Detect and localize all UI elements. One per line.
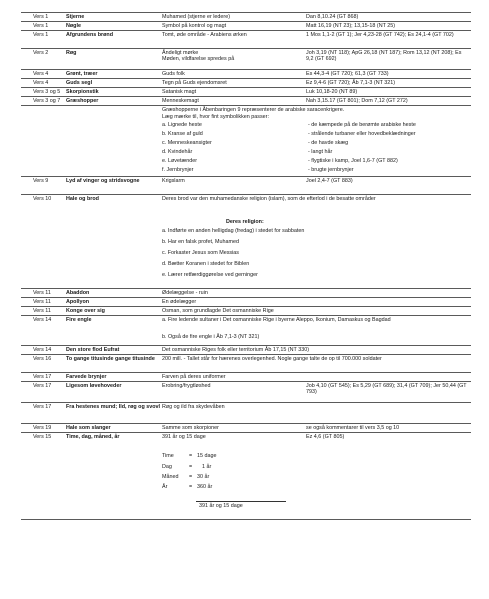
vers-cell: Vers 4 [33, 70, 49, 77]
sum-line [196, 501, 286, 502]
symbol-cell: Stjerne [66, 13, 85, 20]
symbol-cell: Den store flod Eufrat [66, 346, 120, 353]
meaning-cell: a. Fire ledende sultaner i Det osmanniske Rige i byerne Aleppo, Ikonium, Damaskus og Bagdad [162, 316, 391, 323]
meaning-cell: Tomt, øde område - Arabiens ørken [162, 31, 247, 38]
calc-value: 1 år [202, 464, 212, 470]
symbol-table [21, 12, 471, 520]
meaning-cell: Røg og ild fra skydevåben [162, 403, 225, 410]
meaning-cell: Åndeligt mørke Møden, vildfarelse spredes på [162, 49, 235, 62]
vers-cell: Vers 15 [33, 433, 52, 440]
table-row [21, 298, 471, 307]
reference-cell: 1 Mos 1,1-2 (GT 1); Jer 4,23-28 (GT 742); Es 24,1-4 (GT 702) [306, 31, 454, 38]
vers-cell: Vers 14 [33, 346, 52, 353]
symbol-cell: Ligesom løvehoveder [66, 382, 122, 389]
reference-cell: Nah 3,15.17 (GT 801); Dom 7,12 (GT 272) [306, 97, 408, 104]
table-row [21, 12, 471, 22]
list-item: a. Lignede heste [162, 122, 202, 128]
locust-intro: Græshopperne i Åbenbaringen 9 repræsenterer de arabiske saracenkrigere. [162, 107, 345, 113]
vers-cell: Vers 17 [33, 373, 52, 380]
calc-value: 15 dage [197, 453, 217, 459]
vers-cell: Vers 17 [33, 403, 52, 410]
meaning-cell: Ødelæggelse - ruin [162, 289, 208, 296]
symbol-cell: Abaddon [66, 289, 90, 296]
meaning-cell: Satanisk magt [162, 88, 197, 95]
meaning-cell: En ødelægger [162, 298, 197, 305]
table-row [21, 49, 471, 70]
meaning-cell: Menneskemagt [162, 97, 199, 104]
list-item: - strålende turbaner eller hovedbeklædninger [308, 131, 416, 137]
list-item: - brugte jernbrynjer [308, 167, 354, 173]
meaning-cell: b. Også de fire engle i Åb 7,1-3 (NT 321) [162, 334, 260, 340]
symbol-cell: Konge over sig [66, 307, 105, 314]
calc-equals: = [189, 453, 193, 459]
list-item: d. Bætter Koranen i stedet for Biblen [162, 261, 250, 267]
table-row [21, 403, 471, 424]
symbol-cell: To gange titusinde gange titusinde [66, 355, 155, 362]
meaning-cell: Guds folk [162, 70, 185, 77]
reference-cell: Ez 9,4-6 (GT 720); Åb 7,1-3 (NT 321) [306, 79, 396, 86]
vers-cell: Vers 10 [33, 195, 52, 202]
list-item: - flygtiske i kamp, Joel 1,6-7 (GT 882) [308, 158, 398, 164]
locust-note: Læg mærke til, hvor fint symbolikken passer: [162, 113, 269, 120]
symbol-cell: Røg [66, 49, 77, 56]
table-row [21, 31, 471, 49]
calc-total: 391 år og 15 dage [199, 503, 243, 509]
symbol-cell: Hale som slanger [66, 424, 111, 431]
locust-symbolism-block [21, 106, 471, 177]
table-row [21, 88, 471, 97]
calc-value: 30 år [197, 474, 210, 480]
calc-label: Dag [162, 464, 172, 470]
table-row [21, 373, 471, 382]
list-item: c. Menneskeansigter [162, 140, 212, 146]
symbol-cell: Fra hestenes mund; Ild, røg og svovl [66, 403, 161, 410]
calc-equals: = [189, 464, 193, 470]
reference-cell: Job 4,10 (GT 545); Es 5,29 (GT 689); 31,4 (GT 709); Jer 50,44 (GT 793) [306, 382, 467, 395]
list-item: b. Kranse af guld [162, 131, 203, 137]
meaning-cell: Samme som skorpioner [162, 424, 219, 431]
calc-label: Måned [162, 474, 179, 480]
list-item: - de havde skæg [308, 140, 349, 146]
calc-label: År [162, 484, 168, 490]
vers-cell: Vers 4 [33, 79, 49, 86]
meaning-cell: Osman, som grundlagde Det osmanniske Rige [162, 307, 274, 314]
locust-comparison-list [162, 122, 468, 176]
list-item: d. Kvindehår [162, 149, 193, 155]
calc-equals: = [189, 484, 193, 490]
symbol-cell: Nøgle [66, 22, 81, 29]
vers-cell: Vers 16 [33, 355, 52, 362]
vers-cell: Vers 2 [33, 49, 49, 56]
symbol-cell: Hale og brod [66, 195, 99, 202]
time-calculation [162, 453, 312, 498]
meaning-cell: Symbol på kontrol og magt [162, 22, 227, 29]
reference-cell: se også kommentarer til vers 3,5 og 10 [306, 424, 400, 431]
reference-cell: Joh 3,19 (NT 118); ApG 26,18 (NT 187); Rom 13,12 (NT 208); Es 9,2 (GT 692) [306, 49, 462, 62]
symbol-cell: Grønt, træer [66, 70, 98, 77]
vers-cell: Vers 1 [33, 22, 49, 29]
symbol-cell: Time, dag, måned, år [66, 433, 120, 440]
calc-equals: = [189, 474, 193, 480]
reference-cell: Ez 4,6 (GT 805) [306, 433, 345, 440]
table-row [21, 22, 471, 31]
table-row [21, 195, 471, 289]
meaning-cell: Farven på deres uniformer [162, 373, 226, 380]
list-item: e. Løvetænder [162, 158, 198, 164]
list-item: - de kæmpede på de berømte arabiske heste [308, 122, 416, 128]
meaning-cell: Muhamed (stjerne er ledere) [162, 13, 231, 20]
vers-cell: Vers 11 [33, 298, 51, 305]
symbol-cell: Apollyon [66, 298, 90, 305]
vers-cell: Vers 11 [33, 307, 51, 314]
vers-cell: Vers 1 [33, 31, 49, 38]
vers-cell: Vers 3 og 5 [33, 88, 61, 95]
meaning-cell: Deres brod var den muhamedanske religion (islam), som de efterlod i de besatte områder [162, 195, 376, 202]
symbol-cell: Lyd af vinger og stridsvogne [66, 177, 140, 184]
table-row [21, 307, 471, 316]
table-row [21, 70, 471, 79]
symbol-cell: Fire engle [66, 316, 92, 323]
table-row [21, 177, 471, 195]
table-row [21, 424, 471, 433]
table-row [21, 433, 471, 520]
meaning-cell: 391 år og 15 dage [162, 433, 206, 440]
meaning-cell: Krigslarm [162, 177, 185, 184]
symbol-cell: Afgrundens brønd [66, 31, 114, 38]
table-row [21, 382, 471, 403]
reference-cell: Matt 16,19 (NT 23); 13,15-18 (NT 25) [306, 22, 396, 29]
list-item: e. Lærer retfærdiggørelse ved gerninger [162, 272, 258, 278]
vers-cell: Vers 17 [33, 382, 52, 389]
symbol-cell: Græshopper [66, 97, 99, 104]
table-row [21, 355, 471, 373]
table-row [21, 97, 471, 106]
meaning-cell: Det osmanniske Riges folk eller territorium Åb 17,15 (NT 330) [162, 346, 310, 353]
list-item: c. Forkaster Jesus som Messias [162, 250, 239, 256]
reference-cell: Joel 2,4-7 (GT 883) [306, 177, 353, 184]
symbol-cell: Skorpionstik [66, 88, 99, 95]
table-row [21, 289, 471, 298]
meaning-cell: Tegn på Guds ejendomsret [162, 79, 227, 86]
reference-cell: Es 44,3-4 (GT 720); 61,3 (GT 733) [306, 70, 389, 77]
religion-heading: Deres religion: [226, 219, 264, 225]
vers-cell: Vers 14 [33, 316, 52, 323]
list-item: f. Jernbrynjer [162, 167, 194, 173]
list-item: a. Indførte en anden helligdag (fredag) i stedet for sabbaten [162, 228, 305, 234]
vers-cell: Vers 11 [33, 289, 51, 296]
calc-label: Time [162, 453, 174, 459]
symbol-cell: Farvede brynjer [66, 373, 107, 380]
vers-cell: Vers 3 og 7 [33, 97, 61, 104]
vers-cell: Vers 19 [33, 424, 52, 431]
reference-cell: Dan 8,10.24 (GT 868) [306, 13, 359, 20]
meaning-cell: 200 mill. - Tallet står for hærenes overlegenhed. Nogle gange talte de op til 700.000 soldater [162, 355, 382, 362]
vers-cell: Vers 9 [33, 177, 49, 184]
list-item: - langt hår [308, 149, 333, 155]
calc-value: 360 år [197, 484, 213, 490]
table-row [21, 316, 471, 346]
table-row [21, 346, 471, 355]
reference-cell: Luk 10,18-20 (NT 89) [306, 88, 358, 95]
vers-cell: Vers 1 [33, 13, 49, 20]
table-row [21, 79, 471, 88]
symbol-cell: Guds segl [66, 79, 93, 86]
list-item: b. Har en falsk profet, Muhamed [162, 239, 240, 245]
meaning-cell: Erobring/frygtløshed [162, 382, 211, 389]
